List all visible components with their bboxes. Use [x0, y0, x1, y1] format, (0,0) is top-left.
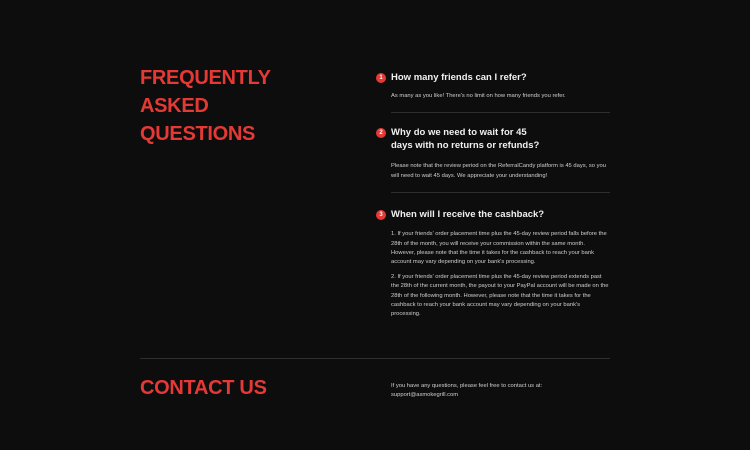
faq-question-row[interactable]	[376, 208, 610, 221]
faq-heading-line: QUESTIONS	[140, 123, 256, 145]
faq-heading-line: ASKED	[140, 95, 209, 117]
question-number-badge: 1	[376, 73, 386, 83]
faq-question-row[interactable]	[376, 71, 610, 84]
faq-answer	[391, 230, 610, 320]
faq-heading-line: FREQUENTLY	[140, 67, 271, 89]
faq-item	[376, 71, 610, 113]
divider	[391, 112, 610, 113]
faq-item	[376, 126, 610, 193]
faq-list	[376, 71, 610, 320]
faq-question: When will I receive the cashback?	[391, 209, 545, 221]
faq-answer	[391, 162, 610, 181]
faq-question: How many friends can I refer?	[391, 72, 527, 83]
faq-answer-paragraph: 1. If your friends' order placement time plus the 45-day review period falls before the 28th of the month, you will receive your commission within the same month. However, please note that the time it takes for the cashback to reach your bank account may vary depending on your bank's processing.	[391, 231, 607, 266]
contact-text: If you have any questions, please feel free to contact us at:	[391, 383, 543, 389]
faq-answer	[391, 92, 610, 101]
contact-info	[391, 382, 591, 401]
contact-email-link[interactable]: support@asmokegrill.com	[391, 392, 459, 399]
faq-question: Why do we need to wait for 45 days with no returns or refunds?	[391, 127, 540, 152]
faq-question-row[interactable]	[376, 126, 610, 152]
faq-answer-paragraph: Please note that the review period on the ReferralCandy platform is 45 days, so you will need to wait 45 days. We appreciate your understanding!	[391, 163, 606, 179]
faq-answer-paragraph: 2. If your friends' order placement time plus the 45-day review period extends past the 28th of the current month, the payout to your PayPal account will be made on the 28th of the following month. However, please note that the time it takes for the cashback to reach your bank account may vary depending on your bank's processing.	[391, 273, 609, 318]
faq-item	[376, 208, 610, 320]
faq-heading	[140, 64, 271, 148]
question-number-badge: 2	[376, 128, 386, 138]
section-divider	[140, 358, 610, 359]
faq-answer-paragraph: As many as you like! There's no limit on how many friends you refer.	[391, 93, 566, 99]
divider	[391, 192, 610, 193]
contact-heading: CONTACT US	[140, 377, 267, 399]
question-number-badge: 3	[376, 210, 386, 220]
